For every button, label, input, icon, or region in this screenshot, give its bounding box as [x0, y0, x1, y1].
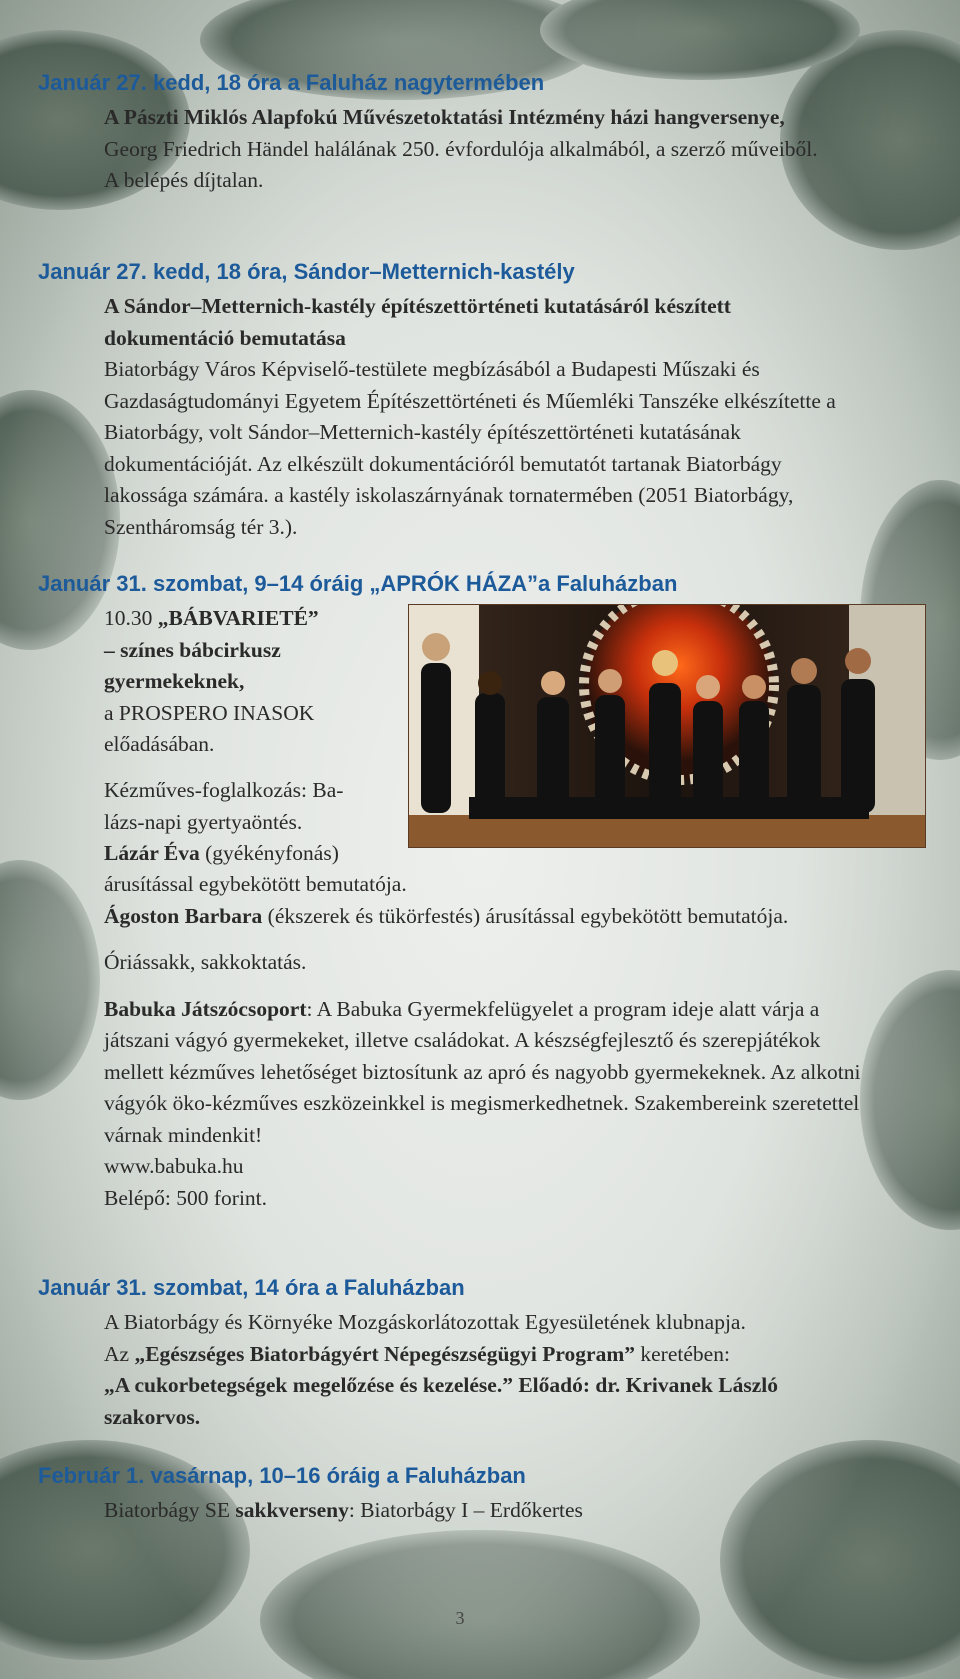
page-number: 3: [455, 1608, 465, 1628]
event-3-show-by2: előadásában.: [104, 732, 215, 756]
event-block-5: [104, 1495, 864, 1527]
event-3-lazar-line2: árusítással egybekötött bemutatója.: [104, 872, 407, 896]
event-3-agoston-line: [104, 901, 864, 933]
event-3-craft-block: [104, 775, 394, 870]
event-5-post: : Biatorbágy I – Erdőkertes: [348, 1498, 583, 1522]
performers-on-stage-image: [409, 605, 925, 847]
event-3-babuka-name: Babuka Játszócsoport: [104, 996, 307, 1021]
event-photo: [408, 604, 926, 848]
event-4-lecture: „A cukorbetegségek megelőzése és kezelése.” Előadó: dr. Krivanek László szakorvos.: [104, 1373, 778, 1429]
event-3-agoston-rest: (ékszerek és tükörfestés) árusítással egybekötött bemutatója.: [262, 903, 789, 928]
event-1-body: Georg Friedrich Händel halálának 250. évfordulója alkalmából, a szerző műveiből.: [104, 136, 818, 161]
event-3-lazar-rest: (gyékényfonás): [199, 841, 339, 865]
event-heading-1: Január 27. kedd, 18 óra a Faluház nagytermében: [38, 70, 545, 95]
event-2-body: Biatorbágy Város Képviselő-testülete megbízásából a Budapesti Műszaki és Gazdaságtudományi Egyetem Építészettörténeti és Műemléki Tanszéke elkészítette a Biatorbágy, volt Sándor–Metternich-kastély építészettörténeti kutatásának dokumentációját. Az elkészült dokumentációról bemutatót tartanak Biatorbágy lakossága számára. a kastély iskolaszárnyának tornatermében (2051 Biatorbágy, Szentháromság tér 3.).: [104, 357, 836, 539]
event-3-show-line: [104, 603, 394, 635]
event-1-title: A Pászti Miklós Alapfokú Művészetoktatási Intézmény házi hangversenye,: [104, 105, 785, 129]
event-3-website[interactable]: www.babuka.hu: [104, 1154, 244, 1178]
event-heading-4: Január 31. szombat, 14 óra a Faluházban: [38, 1275, 465, 1300]
event-3-lazar-line: [104, 838, 394, 870]
event-heading-2: Január 27. kedd, 18 óra, Sándor–Metternich-kastély: [38, 259, 575, 284]
event-3-babuka: [104, 994, 864, 1152]
event-4-line1: A Biatorbágy és Környéke Mozgáskorlátozottak Egyesületének klubnapja.: [104, 1310, 746, 1334]
event-4-program-name: „Egészséges Biatorbágyért Népegészségügyi Program”: [134, 1341, 636, 1366]
event-4-line2-pre: Az: [104, 1341, 135, 1366]
event-3-show-title: „BÁBVARIETÉ”: [157, 606, 319, 630]
event-5-line: [104, 1495, 864, 1527]
event-3-craft-line1: Kézműves-foglalkozás: Ba-: [104, 778, 344, 802]
event-3-lazar-name: Lázár Éva: [104, 841, 200, 865]
event-block-1: [104, 102, 864, 197]
event-3-chess: Óriássakk, sakkoktatás.: [104, 950, 307, 974]
event-4-line2-post: keretében:: [635, 1341, 730, 1366]
event-3-details-block: [104, 869, 864, 1214]
event-2-title: A Sándor–Metternich-kastély építészettörténeti kutatásáról készített dokumentáció bemutatása: [104, 294, 731, 350]
event-3-agoston-name: Ágoston Barbara: [104, 903, 263, 928]
event-3-show-by: a PROSPERO INASOK: [104, 700, 315, 725]
event-3-craft-line2: lázs-napi gyertyaöntés.: [104, 809, 303, 834]
event-5-pre: Biatorbágy SE: [104, 1498, 236, 1522]
event-3-babuka-rest: : A Babuka Gyermekfelügyelet a program ideje alatt várja a játszani vágyó gyermekeket, illetve családokat. A készségfejlesztő és szerepjátékok mellett kézműves lehetőséget biztosítunk az apró és nagyobb gyermekeknek. Az alkotni vágyók öko-kézműves eszközeinkkel is megismerkedhetnek. Szakembereink szeretettel várnak mindenkit!: [104, 996, 861, 1147]
event-3-show-time: 10.30: [104, 606, 153, 630]
event-block-4: [104, 1307, 864, 1433]
event-3-show-sub2: gyermekeknek,: [104, 669, 245, 693]
event-heading-3: Január 31. szombat, 9–14 óráig „APRÓK HÁZA”a Faluházban: [38, 571, 678, 596]
event-4-line2: [104, 1339, 864, 1371]
event-5-chess: sakkverseny: [235, 1498, 349, 1522]
event-1-note: A belépés díjtalan.: [104, 168, 264, 192]
event-3-fee: Belépő: 500 forint.: [104, 1185, 268, 1210]
event-3-show-block: [104, 603, 394, 761]
event-3-show-sub1: – színes bábcirkusz: [104, 637, 281, 662]
event-heading-5: Február 1. vasárnap, 10–16 óráig a Faluházban: [38, 1463, 526, 1488]
event-block-2: [104, 291, 864, 543]
